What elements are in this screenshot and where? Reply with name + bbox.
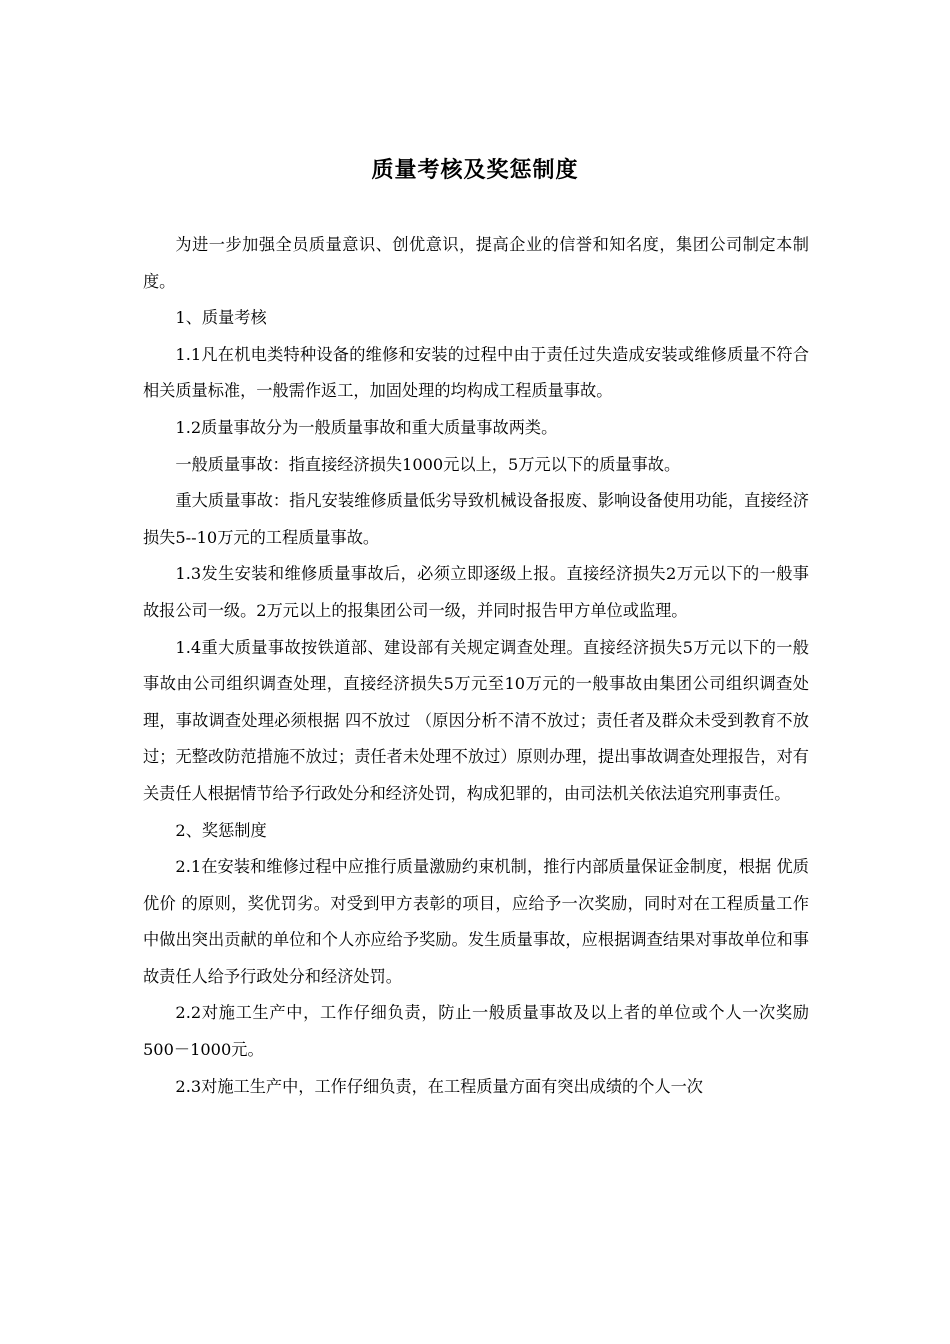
paragraph-2-1: 2.1在安装和维修过程中应推行质量激励约束机制，推行内部质量保证金制度，根据 优质优价 的原则，奖优罚劣。对受到甲方表彰的项目，应给予一次奖励，同时对在工程质量工作中做出突出贡献的单位和个人亦应给予奖励。发生质量事故，应根据调查结果对事故单位和事故责任人给予行政处分和经济处罚。 — [143, 857, 809, 986]
paragraph-2-2: 2.2对施工生产中，工作仔细负责，防止一般质量事故及以上者的单位或个人一次奖励500－1000元。 — [143, 1003, 809, 1060]
paragraph-2-3: 2.3对施工生产中，工作仔细负责，在工程质量方面有突出成绩的个人一次 — [175, 1076, 703, 1096]
paragraph-general-accident: 一般质量事故：指直接经济损失1000元以上，5万元以下的质量事故。 — [175, 454, 681, 474]
paragraph-1-3: 1.3发生安装和维修质量事故后，必须立即逐级上报。直接经济损失2万元以下的一般事故报公司一级。2万元以上的报集团公司一级，并同时报告甲方单位或监理。 — [143, 564, 809, 620]
section-heading-rewards-penalties: 2、奖惩制度 — [175, 820, 267, 840]
paragraph-1-1: 1.1凡在机电类特种设备的维修和安装的过程中由于责任过失造成安装或维修质量不符合相关质量标准，一般需作返工，加固处理的均构成工程质量事故。 — [143, 344, 809, 401]
paragraph-major-accident: 重大质量事故：指凡安装维修质量低劣导致机械设备报废、影响设备使用功能，直接经济损失5--10万元的工程质量事故。 — [143, 491, 809, 547]
paragraph-1-2: 1.2质量事故分为一般质量事故和重大质量事故两类。 — [175, 417, 558, 437]
paragraph-1-4: 1.4重大质量事故按铁道部、建设部有关规定调查处理。直接经济损失5万元以下的一般事故由公司组织调查处理，直接经济损失5万元至10万元的一般事故由集团公司组织调查处理，事故调查处理必须根据 四不放过 （原因分析不清不放过；责任者及群众未受到教育不放过；无整改防范措施不放过；责任者未处理不放过）原则办理，提出事故调查处理报告，对有关责任人根据情节给予行政处分和经济处罚，构成犯罪的，由司法机关依法追究刑事责任。 — [143, 637, 809, 803]
intro-paragraph: 为进一步加强全员质量意识、创优意识，提高企业的信誉和知名度，集团公司制定本制度。 — [143, 235, 809, 291]
section-heading-quality-assessment: 1、质量考核 — [175, 308, 267, 328]
document-title: 质量考核及奖惩制度 — [371, 157, 579, 183]
document-body — [143, 227, 809, 1105]
